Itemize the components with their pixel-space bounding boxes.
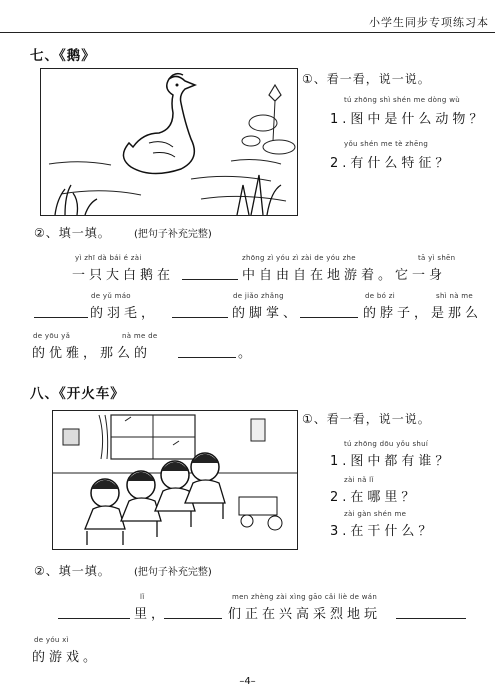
children-drawing	[53, 411, 297, 549]
s7-l1-part-a: 一只大白鹅在	[72, 268, 175, 283]
goose-drawing	[41, 69, 297, 215]
section8-title: 八、《开火车》	[30, 386, 125, 402]
s7-blank-5[interactable]	[178, 357, 236, 358]
s7-l3-end: 。	[238, 346, 256, 361]
s7-q1-text: 1.图中是什么动物？	[330, 112, 487, 127]
s7-blank-3[interactable]	[172, 317, 228, 318]
page-number: –4–	[239, 676, 256, 687]
goose-illustration	[40, 68, 298, 216]
s7-l2-part-c: 的脖子，是那么	[363, 306, 483, 321]
s8-fill-note: (把句子补充完整)	[134, 567, 212, 578]
s7-fill-note: (把句子补充完整)	[134, 229, 212, 240]
s8-q3-pinyin: zài gàn shén me	[344, 510, 407, 518]
s7-l1-pinyin-b: zhōng zì yóu zì zài de yóu zhe	[242, 254, 356, 262]
s8-l2-text: 的游戏。	[32, 650, 101, 665]
s7-l3-pinyin-b: nà me de	[122, 332, 158, 340]
s7-blank-1[interactable]	[182, 279, 238, 280]
s8-blank-2[interactable]	[164, 618, 222, 619]
s7-q1-heading: ①、看一看，说一说。	[302, 72, 431, 86]
s8-blank-3[interactable]	[396, 618, 466, 619]
s7-blank-4[interactable]	[300, 317, 358, 318]
s7-l1-pinyin-a: yì zhī dà bái é zài	[75, 254, 142, 262]
s7-l2-part-b: 的脚掌、	[232, 306, 301, 321]
s8-q1-text: 1.图中都有谁？	[330, 454, 453, 469]
s8-l1-part-b: 们正在兴高采烈地玩	[228, 607, 382, 622]
page-header	[0, 0, 495, 34]
s7-l2-pinyin-c: de bó zi	[365, 292, 395, 300]
section7-title: 七、《鹅》	[30, 48, 96, 64]
s7-l1-part-b: 中自由自在地游着。它一身	[242, 268, 447, 283]
s7-fill-heading: ②、填一填。	[34, 226, 111, 240]
header-title: 小学生同步专项练习本	[369, 16, 489, 29]
s8-l2-pinyin: de yóu xì	[34, 636, 69, 644]
s8-q2-pinyin: zài nǎ lǐ	[344, 476, 374, 484]
header-rule	[0, 32, 495, 33]
s8-blank-1[interactable]	[58, 618, 130, 619]
s7-l2-part-a: 的羽毛，	[90, 306, 159, 321]
s7-l2-pinyin-b: de jiǎo zhǎng	[233, 292, 284, 300]
s8-fill-heading: ②、填一填。	[34, 564, 111, 578]
s7-q1-pinyin: tú zhōng shì shén me dòng wù	[344, 96, 460, 104]
s8-l1-pinyin-a: lǐ	[140, 593, 145, 601]
s8-q1-heading: ①、看一看，说一说。	[302, 412, 431, 426]
s7-q2-pinyin: yǒu shén me tè zhēng	[344, 140, 429, 148]
s7-l3-part-a: 的优雅，那么的	[32, 346, 152, 361]
s8-q3-text: 3.在干什么？	[330, 524, 436, 539]
s8-q2-text: 2.在哪里？	[330, 490, 419, 505]
s8-q1-pinyin: tú zhōng dōu yǒu shuí	[344, 440, 429, 448]
s7-l2-pinyin-d: shì nà me	[436, 292, 474, 300]
train-game-illustration	[52, 410, 298, 550]
s7-q2-text: 2.有什么特征？	[330, 156, 453, 171]
s8-l1-pinyin-b: men zhèng zài xìng gāo cǎi liè de wán	[232, 593, 378, 601]
s7-blank-2[interactable]	[34, 317, 88, 318]
s7-l3-pinyin-a: de yōu yǎ	[33, 332, 71, 340]
s8-l1-part-a: 里，	[134, 607, 169, 622]
s7-l1-pinyin-c: tā yì shēn	[418, 254, 456, 262]
s7-l2-pinyin-a: de yǔ máo	[91, 292, 131, 300]
